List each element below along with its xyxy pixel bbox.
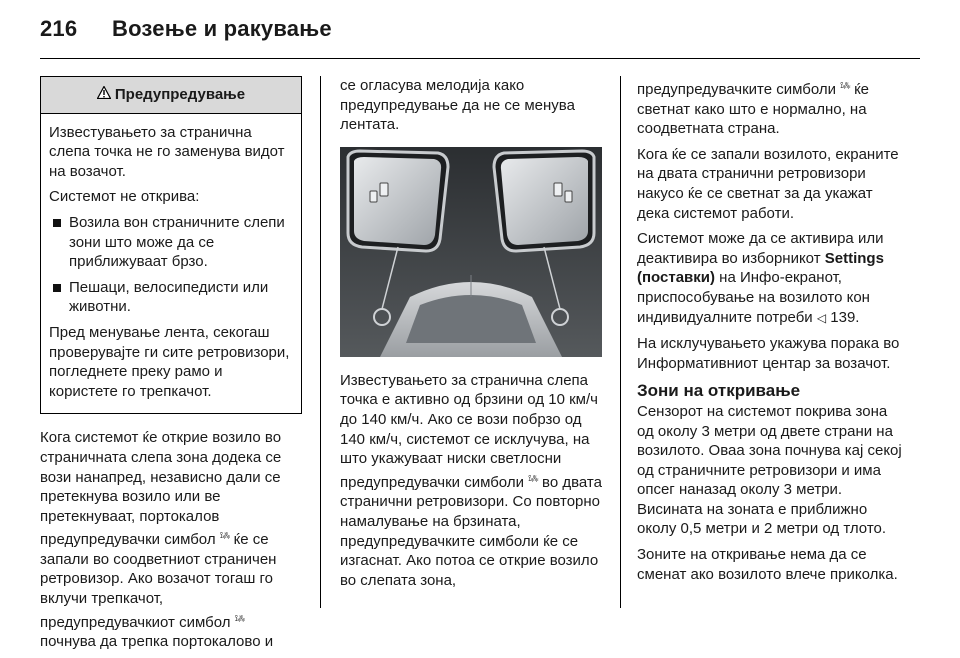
text-run: на Инфо-екранот, приспособување на возилото кон индивидуалните потреби	[637, 269, 870, 326]
column-3	[637, 76, 907, 590]
text-run: Известувањето за странична слепа точка е активно од брзини од 10 км/ч до 140 км/ч. Ако се вози побрзо од 140 км/ч, системот се исклучува, на што укажуваат ниски светлосни предупредувачки симболи	[340, 371, 598, 491]
body-paragraph	[637, 229, 907, 328]
warning-paragraph: Системот не открива:	[49, 188, 200, 206]
column-1	[40, 76, 302, 658]
warning-title: Предупредување	[114, 86, 246, 103]
text-run: почнува да трепка портокалово и	[40, 633, 274, 651]
section-title: Зони на откривање	[637, 381, 801, 401]
warning-box	[40, 76, 302, 414]
column-2	[340, 76, 602, 596]
blind-spot-warning-icon: ⟟⁂	[219, 530, 230, 541]
warning-closing: Пред менување лента, секогаш проверувајте ги сите ретровизори, погледнете преку рамо и користете го трепкачот.	[49, 323, 290, 400]
page-reference[interactable]: 139.	[830, 308, 860, 326]
column-divider	[620, 76, 621, 608]
text-run: во двата странични ретровизори. Со повторно намалување на брзината, предупредувачките симболи ќе се изгаснат. Ако потоа се открие возило во слепата зона,	[340, 473, 602, 589]
text-run: предупредувачките симболи	[637, 81, 836, 98]
mirror-photo	[340, 147, 602, 357]
warning-body	[41, 114, 301, 414]
body-paragraph: Сензорот на системот покрива зона од околу 3 метри од двете страни на возилото. Оваа зона почнува кај секој од страничните ретровизори и има опсег наназад околу 3 метри. Висината на зоната е приближно околу 0,5 метри и 2 метри од тлото.	[637, 402, 902, 538]
warning-header	[41, 77, 301, 114]
side-mirrors-illustration	[340, 147, 602, 357]
blind-spot-warning-icon: ⟟⁂	[528, 472, 538, 483]
page-number: 216	[40, 16, 78, 41]
body-paragraph	[40, 428, 302, 652]
warning-list	[49, 213, 293, 317]
warning-bullet: Возила вон страничните слепи зони што може да се приближуваат брзо.	[49, 213, 293, 272]
menu-item-reference: Settings (поставки)	[637, 249, 884, 287]
body-paragraph: се огласува мелодија како предупредување да не се менува лентата.	[340, 77, 575, 134]
page-header	[40, 16, 332, 42]
column-divider	[320, 76, 321, 608]
warning-bullet: Пешаци, велосипедисти или животни.	[49, 278, 293, 317]
header-rule	[40, 58, 920, 59]
warning-triangle-icon	[97, 85, 111, 105]
text-run: ќе се запали во соодветниот страничен ретровизор. Ако возачот тогаш го вклучи трепкачот, предупредувачкиот симбол	[40, 531, 277, 631]
blind-spot-warning-icon: ⟟⁂	[234, 612, 245, 623]
text-run: Системот може да се активира или деактивира во изборникот	[637, 230, 884, 267]
body-paragraph: Кога ќе се запали возилото, екраните на двата странични ретровизори накусо ќе се светнат за да укажат дека системот работи.	[637, 145, 899, 222]
body-paragraph: На исклучувањето укажува порака во Информативниот центар за возачот.	[637, 335, 900, 372]
page-title: Возење и ракување	[112, 16, 332, 41]
blind-spot-warning-icon: ⟟⁂	[840, 80, 850, 90]
page-reference-arrow-icon: ◁	[816, 310, 827, 325]
text-run: ќе светнат како што е нормално, на соодветната страна.	[637, 81, 869, 138]
warning-paragraph: Известувањето за странична слепа точка не го заменува видот на возачот.	[49, 123, 285, 180]
body-paragraph	[340, 371, 602, 591]
body-paragraph	[637, 76, 907, 139]
body-paragraph: Зоните на откривање нема да се сменат ако возилото влече приколка.	[637, 546, 898, 583]
text-run: Кога системот ќе открие возило во страничната слепа зона додека се вози нанапред, независно дали се претекнува возило или ве претекнуваат, портокалов предупредувачки симбол	[40, 429, 282, 549]
